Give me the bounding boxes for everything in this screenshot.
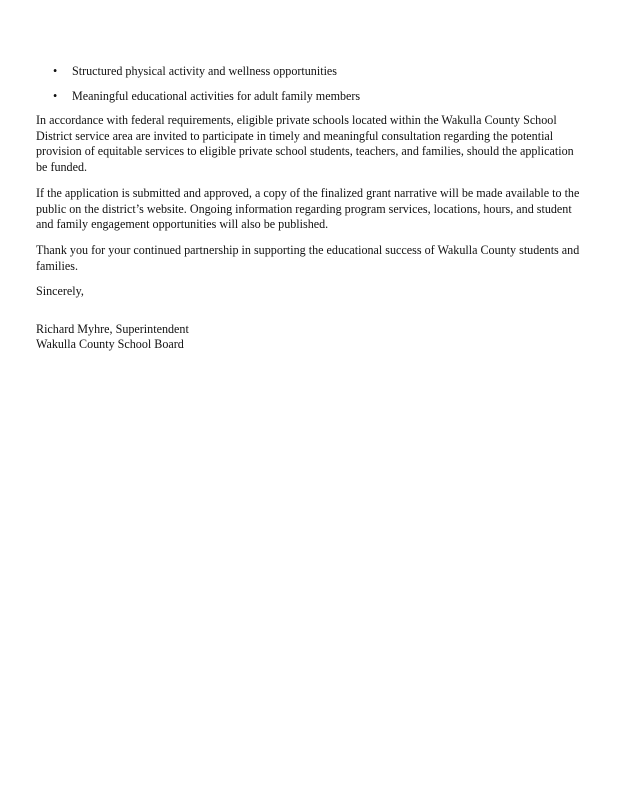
paragraph-thank-you: Thank you for your continued partnership in supporting the educational success of Wakulla County students and families. xyxy=(36,243,580,273)
signer-name-title: Richard Myhre, Superintendent xyxy=(36,322,189,336)
signature-block xyxy=(36,322,189,351)
bullet-text: Meaningful educational activities for adult family members xyxy=(72,88,361,103)
bullet-text: Structured physical activity and wellness opportunities xyxy=(72,64,337,78)
bullet-icon: • xyxy=(53,88,58,103)
paragraph-consultation: In accordance with federal requirements, eligible private schools located within the Wakulla County School District service area are invited to participate in timely and meaningful consultation regarding the potential provision of equitable services to eligible private school students, teachers, and families, should the application be funded. xyxy=(36,113,574,174)
closing-salutation: Sincerely, xyxy=(36,284,84,298)
bullet-icon: • xyxy=(53,64,58,78)
bullet-list xyxy=(0,64,618,113)
signer-organization: Wakulla County School Board xyxy=(36,336,184,351)
paragraph-grant-narrative: If the application is submitted and approved, a copy of the finalized grant narrative will be made available to the public on the district’s website. Ongoing information regarding program services, locations, hours, and student and family engagement opportunities will also be published. xyxy=(36,186,580,232)
list-item xyxy=(0,89,618,105)
list-item xyxy=(0,64,618,80)
